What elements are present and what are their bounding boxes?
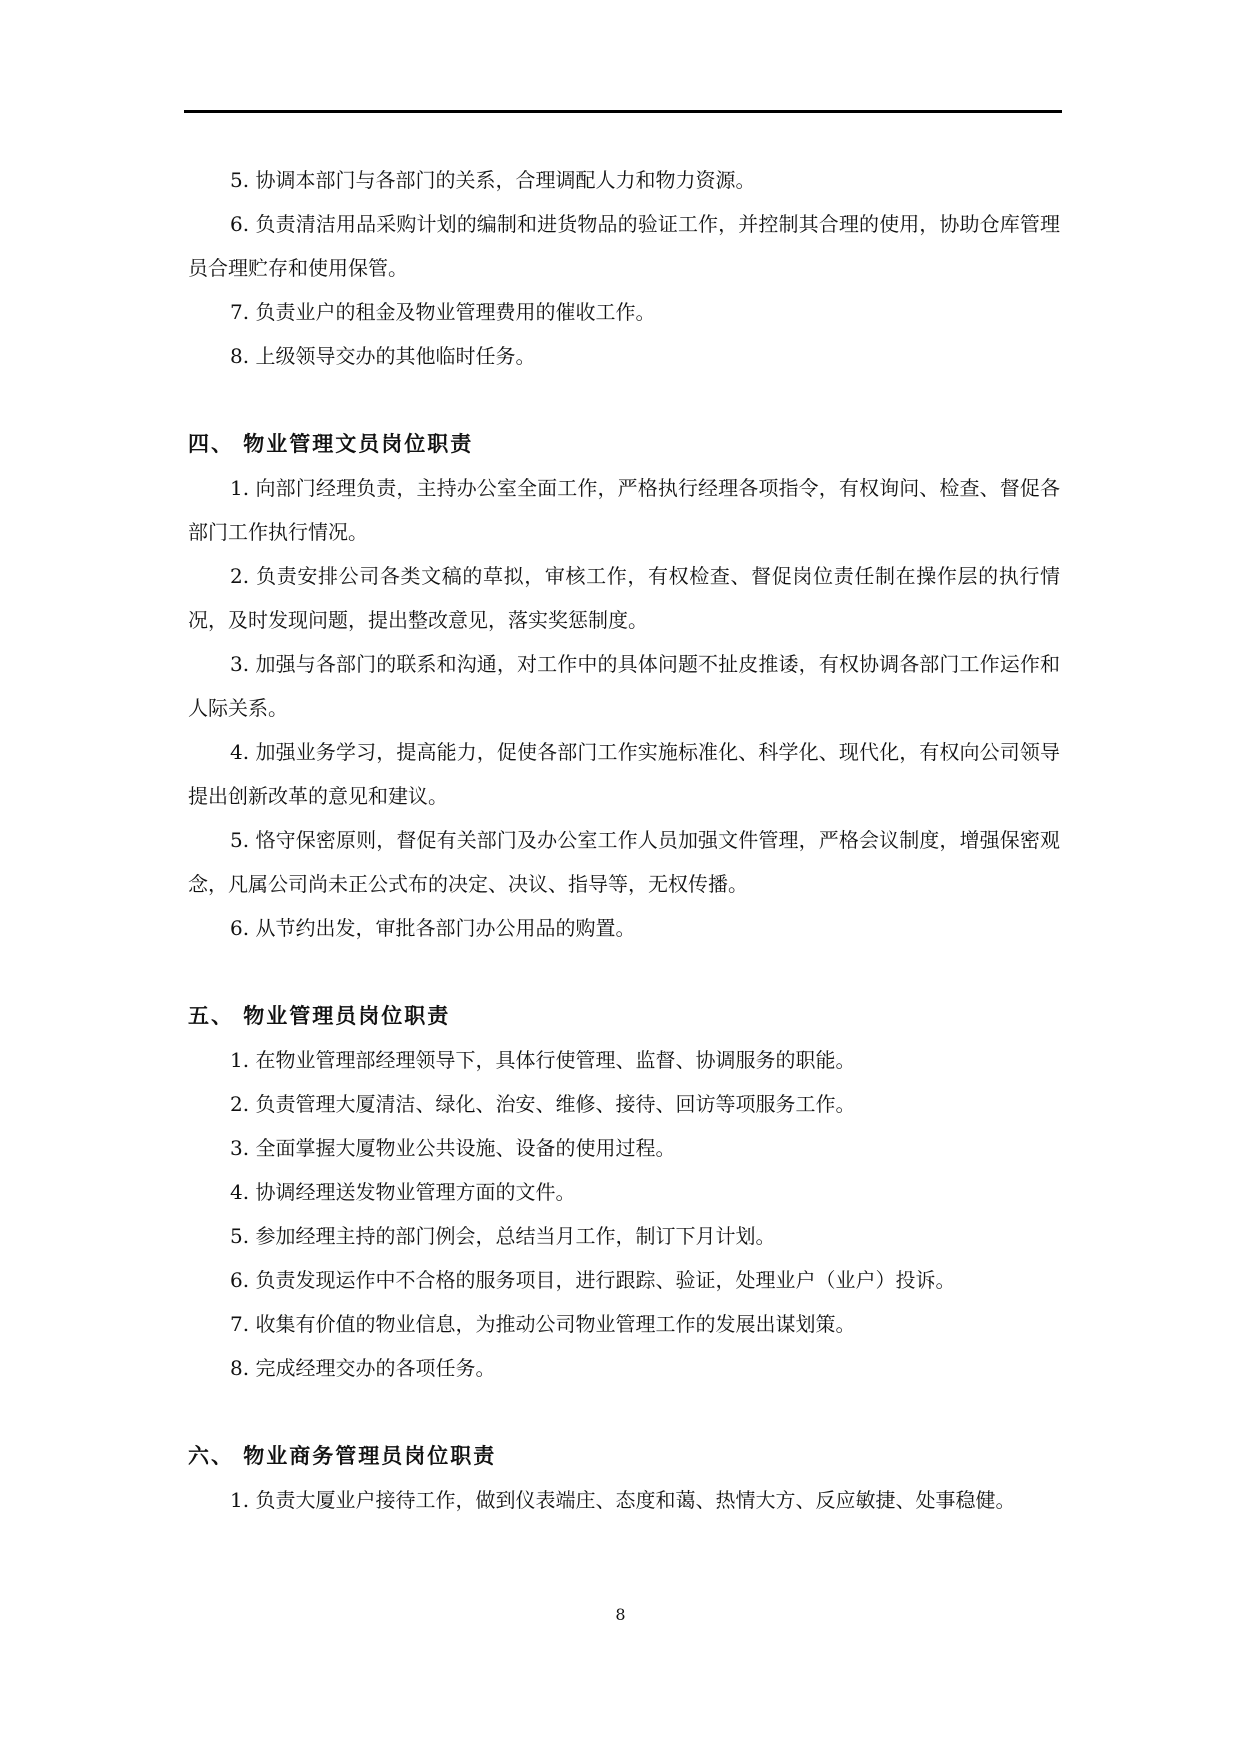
- list-item: 3. 全面掌握大厦物业公共设施、设备的使用过程。: [230, 1136, 676, 1160]
- list-item: 5. 协调本部门与各部门的关系，合理调配人力和物力资源。: [230, 168, 756, 192]
- section-heading-6: 六、 物业商务管理员岗位职责: [188, 1444, 497, 1468]
- list-item: 5. 参加经理主持的部门例会，总结当月工作，制订下月计划。: [230, 1224, 776, 1248]
- list-item: 6. 从节约出发，审批各部门办公用品的购置。: [230, 916, 636, 940]
- list-item: 4. 协调经理送发物业管理方面的文件。: [230, 1180, 576, 1204]
- list-item: 1. 向部门经理负责，主持办公室全面工作，严格执行经理各项指令，有权询问、检查、督促各部门工作执行情况。: [188, 476, 1060, 544]
- list-item: 7. 收集有价值的物业信息，为推动公司物业管理工作的发展出谋划策。: [230, 1312, 856, 1336]
- list-item: 1. 在物业管理部经理领导下，具体行使管理、监督、协调服务的职能。: [230, 1048, 856, 1072]
- list-item: 8. 完成经理交办的各项任务。: [230, 1356, 496, 1380]
- page-content: [188, 158, 1060, 1522]
- header-rule: [184, 110, 1062, 113]
- list-item: 6. 负责清洁用品采购计划的编制和进货物品的验证工作，并控制其合理的使用，协助仓库管理员合理贮存和使用保管。: [188, 212, 1060, 280]
- list-item: 6. 负责发现运作中不合格的服务项目，进行跟踪、验证，处理业户（业户）投诉。: [230, 1268, 956, 1292]
- list-item: 1. 负责大厦业户接待工作，做到仪表端庄、态度和蔼、热情大方、反应敏捷、处事稳健。: [230, 1488, 1016, 1512]
- section-heading-5: 五、 物业管理员岗位职责: [188, 1004, 451, 1028]
- list-item: 4. 加强业务学习，提高能力，促使各部门工作实施标准化、科学化、现代化，有权向公司领导提出创新改革的意见和建议。: [188, 740, 1060, 808]
- page-number: 8: [615, 1605, 626, 1624]
- list-item: 3. 加强与各部门的联系和沟通，对工作中的具体问题不扯皮推诿，有权协调各部门工作运作和人际关系。: [188, 652, 1060, 720]
- list-item: 5. 恪守保密原则，督促有关部门及办公室工作人员加强文件管理，严格会议制度，增强保密观念，凡属公司尚未正公式布的决定、决议、指导等，无权传播。: [188, 828, 1060, 896]
- list-item: 7. 负责业户的租金及物业管理费用的催收工作。: [230, 300, 656, 324]
- list-item: 2. 负责管理大厦清洁、绿化、治安、维修、接待、回访等项服务工作。: [230, 1092, 856, 1116]
- section-heading-4: 四、 物业管理文员岗位职责: [188, 432, 474, 456]
- list-item: 2. 负责安排公司各类文稿的草拟，审核工作，有权检查、督促岗位责任制在操作层的执行情况，及时发现问题，提出整改意见，落实奖惩制度。: [188, 564, 1060, 632]
- list-item: 8. 上级领导交办的其他临时任务。: [230, 344, 536, 368]
